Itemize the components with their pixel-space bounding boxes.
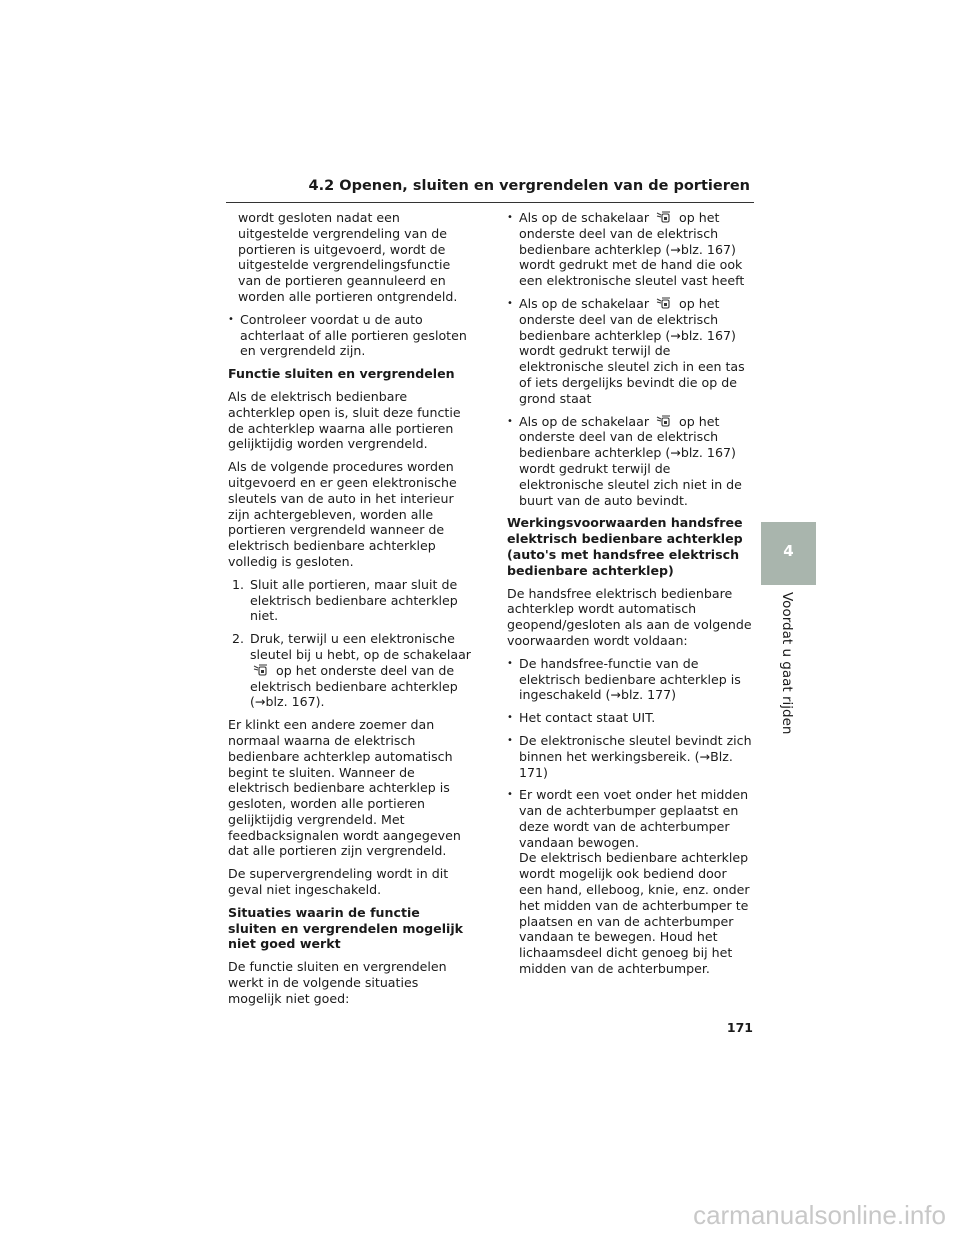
heading-situations: Situaties waarin de functie sluiten en vergrendelen mogelijk niet goed werkt	[228, 904, 464, 952]
bullet-item	[507, 414, 753, 509]
paragraph: Als de elektrisch bedienbare achterklep open is, sluit deze functie de achterklep waarna alle portieren gelijktijdig worden vergrendeld.	[228, 388, 461, 452]
condition-item: • Het contact staat UIT.	[507, 710, 753, 726]
paragraph: Als de volgende procedures worden uitgevoerd en er geen elektronische sleutels van de auto in het interieur zijn achtergebleven, worden alle portieren vergrendeld wanneer de elektrisch bedienbare achterklep volledig is gesloten.	[228, 459, 457, 569]
heading-close-lock: Functie sluiten en vergrendelen	[228, 366, 455, 382]
condition-note: De elektrisch bedienbare achterklep wordt mogelijk ook bediend door een hand, elleboog, knie, enz. onder het midden van de achterbumper te plaatsen en van de achterbumper vandaan te bewegen. Houd het lichaamsdeel dicht genoeg bij het midden van de achterbumper.	[519, 850, 750, 977]
tailgate-switch-icon	[655, 211, 673, 224]
step-text: Sluit alle portieren, maar sluit de elektrisch bedienbare achterklep niet.	[250, 576, 458, 624]
tailgate-switch-icon	[655, 297, 673, 310]
condition-text: Er wordt een voet onder het midden van de achterbumper geplaatst en deze wordt van de achterbumper vandaan bewogen.	[519, 787, 749, 850]
step-number: 1.	[232, 576, 245, 592]
step-text: op het onderste deel van de elektrisch bedienbare achterklep (→blz. 167).	[250, 662, 458, 710]
bullet-text: Als op de schakelaar	[519, 210, 650, 225]
bullet-item	[507, 296, 753, 407]
paragraph: De handsfree elektrisch bedienbare achterklep wordt automatisch geopend/gesloten als aan de volgende voorwaarden wordt voldaan:	[507, 585, 752, 648]
step-number: 2.	[232, 631, 245, 647]
bullet-item: • Controleer voordat u de auto achterlaat of alle portieren gesloten en vergrendeld zijn.	[228, 312, 472, 359]
bullet-text: op het onderste deel van de elektrisch bedienbare achterklep (→blz. 167) wordt gedrukt terwijl de elektronische sleutel zich niet in de buurt van de auto bevindt.	[519, 413, 742, 508]
bullet-text: op het onderste deel van de elektrisch bedienbare achterklep (→blz. 167) wordt gedrukt met de hand die ook een elektronische sleutel vast heeft	[519, 210, 745, 289]
condition-item: • De elektronische sleutel bevindt zich binnen het werkingsbereik. (→Blz. 171)	[507, 733, 753, 780]
step-2	[228, 631, 472, 710]
step-1	[228, 577, 472, 624]
bullet-item	[507, 210, 753, 289]
section-title: 4.2 Openen, sluiten en vergrendelen van de portieren	[308, 178, 750, 194]
bullet-text: op het onderste deel van de elektrisch bedienbare achterklep (→blz. 167) wordt gedrukt terwijl de elektronische sleutel zich in een tas of iets dergelijks bevindt die op de grond staat	[519, 295, 745, 406]
left-column	[228, 210, 472, 1014]
tailgate-switch-icon	[252, 664, 270, 677]
page-header	[226, 176, 754, 203]
step-text: Druk, terwijl u een elektronische sleutel bij u hebt, op de schakelaar	[250, 631, 471, 662]
continued-paragraph: wordt gesloten nadat een uitgestelde vergrendeling van de portieren is uitgevoerd, wordt de uitgestelde vergrendelingsfunctie van de portieren geannuleerd en worden alle portieren ontgrendeld.	[238, 210, 458, 304]
watermark: carmanualsonline.info	[693, 1200, 946, 1230]
chapter-label	[779, 592, 795, 735]
tailgate-switch-icon	[655, 415, 673, 428]
bullet-text: Als op de schakelaar	[519, 413, 650, 429]
paragraph: De supervergrendeling wordt in dit geval niet ingeschakeld.	[228, 866, 449, 898]
chapter-tab	[761, 522, 816, 585]
paragraph: Er klinkt een andere zoemer dan normaal waarna de elektrisch bedienbare achterklep automatisch begint te sluiten. Wanneer de elektrisch bedienbare achterklep is gesloten, worden alle portieren gelijktijdig vergrendeld. Met feedbacksignalen wordt aangegeven dat alle portieren zijn vergrendeld.	[228, 717, 461, 859]
bullet-text: Als op de schakelaar	[519, 295, 650, 311]
condition-item: • De handsfree-functie van de elektrisch bedienbare achterklep is ingeschakeld (→blz. 177)	[507, 656, 753, 703]
page-number: 171	[726, 1020, 753, 1035]
condition-item	[507, 787, 753, 977]
chapter-number: 4	[783, 542, 794, 560]
right-column	[507, 210, 753, 984]
paragraph: De functie sluiten en vergrendelen werkt in de volgende situaties mogelijk niet goed:	[228, 959, 447, 1006]
heading-conditions: Werkingsvoorwaarden handsfree elektrisch bedienbare achterklep (auto's met handsfree elektrisch bedienbare achterklep)	[507, 515, 743, 578]
chapter-title: Voordat u gaat rijden	[779, 592, 795, 735]
